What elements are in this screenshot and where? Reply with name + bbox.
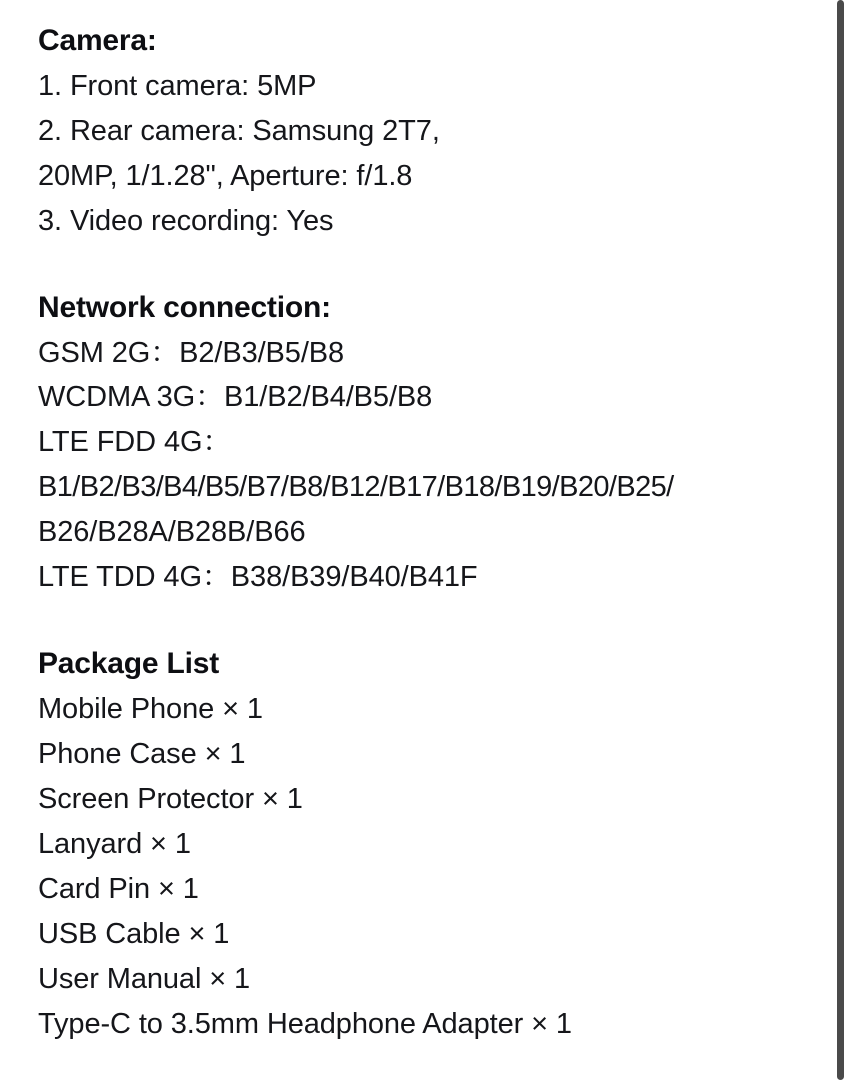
spec-line: 1. Front camera: 5MP [38, 69, 317, 102]
spec-line: WCDMA 3G：B1/B2/B4/B5/B8 [38, 381, 433, 414]
package-item: USB Cable × 1 [38, 917, 230, 950]
spec-line: 2. Rear camera: Samsung 2T7, [38, 114, 440, 147]
section-package-list [38, 641, 815, 1046]
spec-line: LTE FDD 4G： [38, 426, 232, 459]
section-heading: Camera: [38, 24, 157, 57]
package-item: User Manual × 1 [38, 962, 251, 995]
package-item: Mobile Phone × 1 [38, 693, 263, 726]
package-item: Phone Case × 1 [38, 737, 246, 770]
package-item: Card Pin × 1 [38, 872, 199, 905]
spec-line: 3. Video recording: Yes [38, 204, 334, 237]
package-item: Type-C to 3.5mm Headphone Adapter × 1 [38, 1007, 572, 1040]
scrollbar-thumb[interactable] [837, 0, 844, 1080]
section-heading: Package List [38, 647, 220, 681]
spec-line: 20MP, 1/1.28", Aperture: f/1.8 [38, 159, 413, 192]
spec-line: B26/B28A/B28B/B66 [38, 516, 306, 549]
package-item: Lanyard × 1 [38, 827, 191, 860]
package-item: Screen Protector × 1 [38, 782, 303, 815]
section-heading: Network connection: [38, 290, 331, 324]
spec-line: B1/B2/B3/B4/B5/B7/B8/B12/B17/B18/B19/B20/B25/ [38, 471, 674, 504]
spec-line: GSM 2G：B2/B3/B5/B8 [38, 336, 345, 369]
section-camera [38, 18, 815, 244]
spec-line: LTE TDD 4G：B38/B39/B40/B41F [38, 561, 478, 594]
scrollbar-track[interactable] [836, 0, 845, 1080]
section-network-connection [38, 285, 815, 601]
